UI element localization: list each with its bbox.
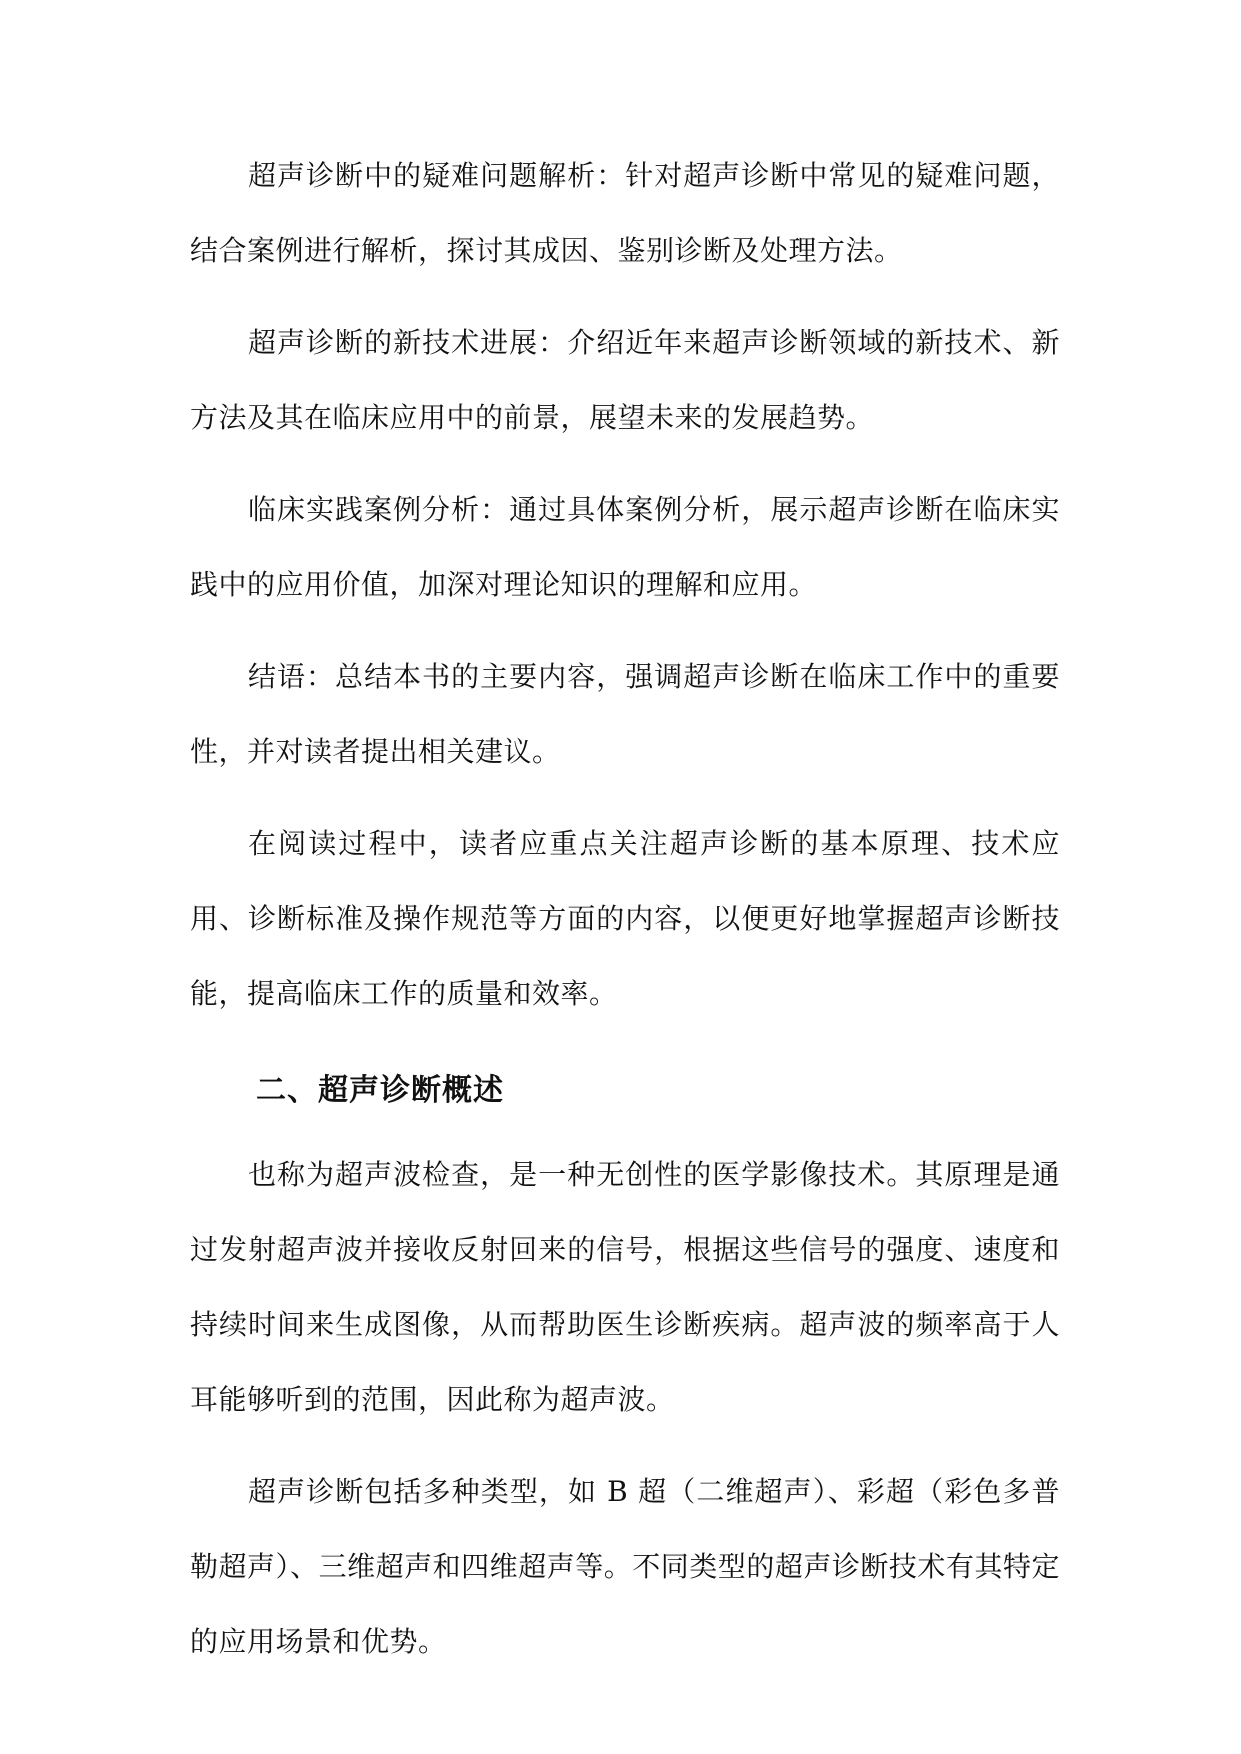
paragraph-ultrasound-definition: 也称为超声波检查，是一种无创性的医学影像技术。其原理是通过发射超声波并接收反射回来的信号，根据这些信号的强度、速度和持续时间来生成图像，从而帮助医生诊断疾病。超声波的频率高于人耳能够听到的范围，因此称为超声波。 [190, 1158, 1060, 1416]
paragraph-reading-guidance: 在阅读过程中，读者应重点关注超声诊断的基本原理、技术应用、诊断标准及操作规范等方面的内容，以便更好地掌握超声诊断技能，提高临床工作的质量和效率。 [190, 827, 1060, 1010]
paragraph-difficult-problems: 超声诊断中的疑难问题解析：针对超声诊断中常见的疑难问题，结合案例进行解析，探讨其成因、鉴别诊断及处理方法。 [190, 159, 1060, 267]
section-heading: 二、超声诊断概述 [256, 1073, 504, 1108]
paragraph-new-technology: 超声诊断的新技术进展：介绍近年来超声诊断领域的新技术、新方法及其在临床应用中的前景，展望未来的发展趋势。 [190, 326, 1060, 434]
document-body [190, 138, 1060, 1696]
paragraph-conclusion: 结语：总结本书的主要内容，强调超声诊断在临床工作中的重要性，并对读者提出相关建议。 [190, 660, 1060, 768]
paragraph-ultrasound-types: 超声诊断包括多种类型，如 B 超（二维超声）、彩超（彩色多普勒超声）、三维超声和四维超声等。不同类型的超声诊断技术有其特定的应用场景和优势。 [190, 1475, 1060, 1658]
paragraph-case-analysis: 临床实践案例分析：通过具体案例分析，展示超声诊断在临床实践中的应用价值，加深对理论知识的理解和应用。 [190, 493, 1060, 601]
